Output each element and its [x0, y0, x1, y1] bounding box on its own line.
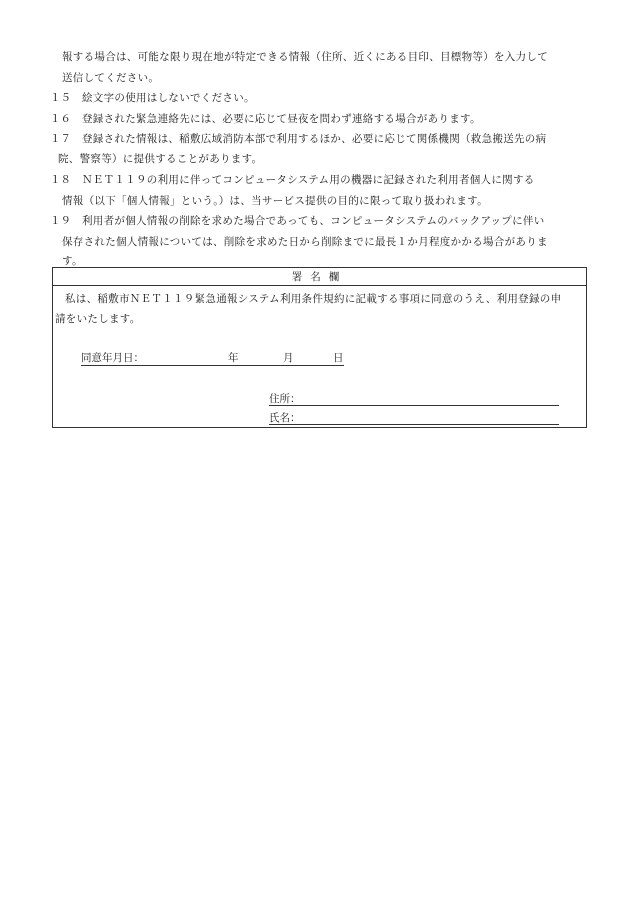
item-15-line-1: 絵文字の使用はしないでください。: [82, 92, 255, 104]
day-label: 日: [333, 352, 344, 364]
item-17-line-1: 登録された情報は、稲敷広域消防本部で利用するほか、必要に応じて関係機関（救急搬送先の病: [82, 133, 547, 145]
item-19-number: １９: [50, 215, 71, 227]
item-19-line-1: 利用者が個人情報の削除を求めた場合であっても、コンピュータシステムのバックアップに伴い: [82, 215, 545, 227]
item-14-line-2: 送信してください。: [62, 72, 160, 84]
signature-box: [52, 267, 587, 428]
item-16-number: １６: [50, 113, 71, 125]
consent-date-underline[interactable]: [81, 365, 344, 366]
year-label: 年: [228, 352, 239, 364]
consent-date-label: 同意年月日：: [81, 352, 144, 364]
name-label: 氏名：: [269, 412, 301, 424]
item-18-line-2: 情報（以下「個人情報」という。）は、当サービス提供の目的に限って取り扱われます。: [62, 195, 488, 207]
item-14-line-1: 報する場合は、可能な限り現在地が特定できる情報（住所、近くにある目印、目標物等）を入力して: [62, 51, 548, 63]
item-18-line-1: ＮＥＴ１１９の利用に伴ってコンピュータシステム用の機器に記録された利用者個人に関する: [82, 174, 535, 186]
consent-statement-line-2: 請をいたします。: [55, 313, 141, 325]
signature-header: 署名欄: [53, 268, 586, 286]
address-underline[interactable]: [269, 405, 559, 406]
item-15-number: １５: [50, 92, 71, 104]
consent-statement-line-1: 私は、稲敷市ＮＥＴ１１９緊急通報システム利用条件規約に記載する事項に同意のうえ、利用登録の申: [65, 293, 562, 305]
item-16-line-1: 登録された緊急連絡先には、必要に応じて昼夜を問わず連絡する場合があります。: [82, 113, 481, 125]
item-17-number: １７: [50, 133, 71, 145]
name-underline[interactable]: [269, 424, 559, 425]
address-label: 住所：: [269, 393, 301, 405]
item-19-line-2: 保存された個人情報については、削除を求めた日から削除までに最長１か月程度かかる場合がありま: [62, 236, 548, 248]
item-17-line-2: 院、警察等）に提供することがあります。: [58, 153, 263, 165]
item-19-line-3: す。: [62, 255, 83, 267]
month-label: 月: [283, 352, 294, 364]
item-18-number: １８: [50, 174, 71, 186]
